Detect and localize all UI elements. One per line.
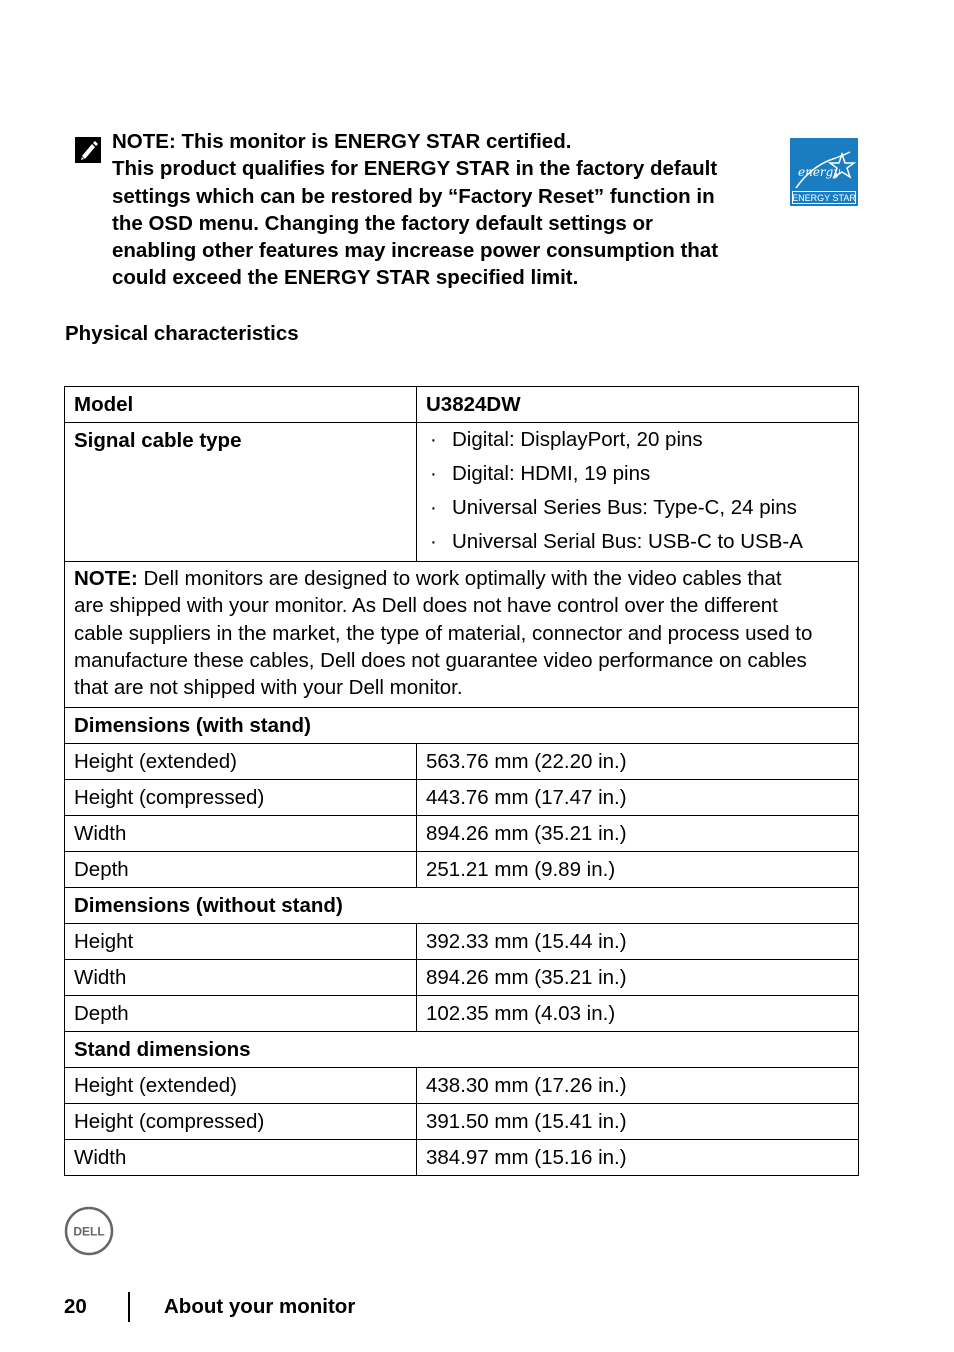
row-value: 438.30 mm (17.26 in.) [417, 1068, 859, 1104]
table-row [65, 1068, 859, 1104]
energy-script: energy [798, 165, 841, 179]
table-row [65, 780, 859, 816]
signal-cable-label: Signal cable type [65, 423, 417, 562]
row-label: Width [65, 1140, 417, 1176]
group-header-row [65, 708, 859, 744]
row-label: Height (extended) [65, 744, 417, 780]
list-item: · Universal Series Bus: Type-C, 24 pins [426, 491, 849, 525]
table-row [65, 996, 859, 1032]
page-number: 20 [64, 1295, 87, 1318]
row-label: Height [65, 924, 417, 960]
cable-note-text: Dell monitors are designed to work optimally with the video cables that [137, 567, 782, 590]
row-value: 102.35 mm (4.03 in.) [417, 996, 859, 1032]
model-label: Model [65, 387, 417, 423]
cable-note-line [74, 565, 849, 592]
row-value: 894.26 mm (35.21 in.) [417, 960, 859, 996]
table-row [65, 387, 859, 423]
group-title: Stand dimensions [65, 1032, 859, 1068]
table-row [65, 423, 859, 562]
row-label: Width [65, 960, 417, 996]
cable-note-prefix: NOTE: [74, 567, 138, 590]
row-value: 563.76 mm (22.20 in.) [417, 744, 859, 780]
row-value: 391.50 mm (15.41 in.) [417, 1104, 859, 1140]
row-label: Height (extended) [65, 1068, 417, 1104]
dell-logo-text: DELL [73, 1224, 105, 1239]
row-label: Height (compressed) [65, 1104, 417, 1140]
table-row [65, 816, 859, 852]
energy-star-logo [790, 138, 858, 206]
row-label: Depth [65, 996, 417, 1032]
signal-cable-list [417, 423, 859, 562]
cable-note-line: cable suppliers in the market, the type of material, connector and process used to [74, 621, 813, 645]
note-text [112, 128, 774, 292]
note-line: settings which can be restored by “Factory Reset” function in [112, 184, 715, 208]
table-row [65, 960, 859, 996]
note-line: the OSD menu. Changing the factory default settings or [112, 211, 654, 235]
group-title: Dimensions (with stand) [65, 708, 859, 744]
table-row [65, 744, 859, 780]
footer-separator [128, 1292, 130, 1322]
cable-note-line: that are not shipped with your Dell monitor. [74, 676, 463, 700]
group-title: Dimensions (without stand) [65, 888, 859, 924]
row-value: 251.21 mm (9.89 in.) [417, 852, 859, 888]
note-line: NOTE: This monitor is ENERGY STAR certified. [112, 130, 572, 153]
group-header-row [65, 888, 859, 924]
cable-note-line: manufacture these cables, Dell does not guarantee video performance on cables [74, 648, 807, 672]
model-value: U3824DW [417, 387, 859, 423]
footer-title: About your monitor [164, 1295, 356, 1318]
list-item: · Digital: DisplayPort, 20 pins [426, 423, 849, 457]
row-value: 384.97 mm (15.16 in.) [417, 1140, 859, 1176]
section-title: Physical characteristics [65, 322, 299, 345]
dell-logo [64, 1206, 114, 1256]
row-value: 894.26 mm (35.21 in.) [417, 816, 859, 852]
row-label: Depth [65, 852, 417, 888]
row-value: 443.76 mm (17.47 in.) [417, 780, 859, 816]
note-line: enabling other features may increase power consumption that [112, 239, 719, 263]
group-header-row [65, 1032, 859, 1068]
table-row [65, 924, 859, 960]
table-row [65, 562, 859, 708]
note-line: could exceed the ENERGY STAR specified limit. [112, 266, 579, 290]
note-line: This product qualifies for ENERGY STAR in the factory default [112, 157, 718, 181]
physical-characteristics-table [64, 386, 859, 1176]
table-row [65, 852, 859, 888]
list-item: · Universal Serial Bus: USB-C to USB-A [426, 525, 849, 559]
row-label: Height (compressed) [65, 780, 417, 816]
table-row [65, 1140, 859, 1176]
table-row [65, 1104, 859, 1140]
row-label: Width [65, 816, 417, 852]
note-pencil-icon [74, 136, 102, 164]
cable-note [65, 562, 859, 708]
list-item: · Digital: HDMI, 19 pins [426, 457, 849, 491]
row-value: 392.33 mm (15.44 in.) [417, 924, 859, 960]
cable-note-line: are shipped with your monitor. As Dell does not have control over the different [74, 594, 778, 618]
energy-star-text: ENERGY STAR [792, 193, 856, 203]
